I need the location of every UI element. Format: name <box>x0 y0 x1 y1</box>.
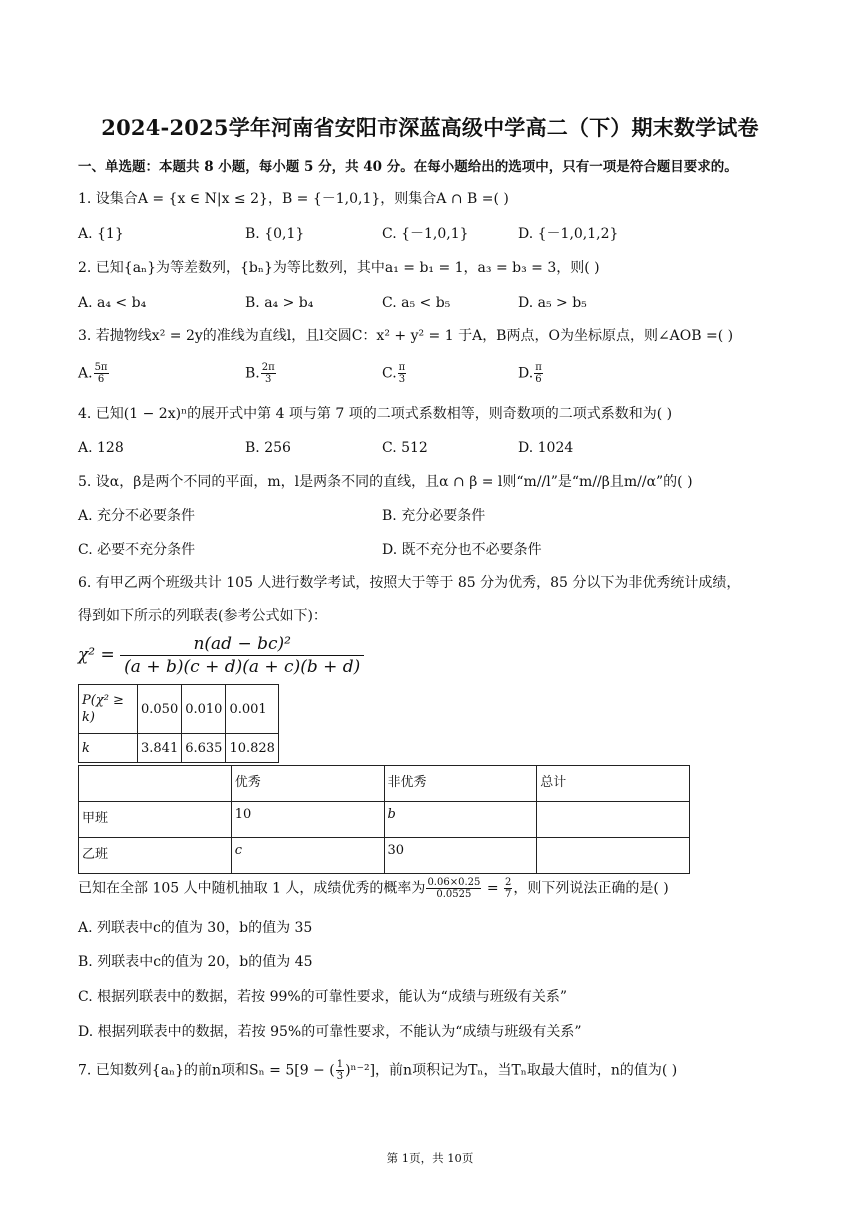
question-6-option-d: D. 根据列联表中的数据，若按 95%的可靠性要求，不能认为“成绩与班级有关系” <box>78 1024 582 1040</box>
page-footer: 第 1页，共 10页 <box>386 1151 474 1165</box>
table-cell: 10.828 <box>226 734 279 763</box>
question-2-option-c: C. a₅ < b₅ <box>382 295 451 311</box>
table-cell: 0.010 <box>182 685 226 734</box>
question-4-option-a: A. 128 <box>78 440 124 456</box>
fraction: $\frac{2\pi}{3}$ <box>261 362 275 385</box>
table-cell: c <box>231 838 384 874</box>
question-5-option-a: A. 充分不必要条件 <box>78 508 196 524</box>
question-6-stem-line-1: 6. 有甲乙两个班级共计 105 人进行数学考试，按照大于等于 85 分为优秀，85 分以下为非优秀统计成绩， <box>78 575 741 591</box>
table-cell: 甲班 <box>79 802 232 838</box>
critical-value-table <box>78 684 279 763</box>
question-3-option-a: A. $\frac{5\pi}{6}$ <box>78 362 108 385</box>
table-header-cell: 优秀 <box>231 766 384 802</box>
fraction: $\frac{2}{7}$ <box>505 877 512 900</box>
table-row <box>79 838 690 874</box>
question-5-stem: 5. 设α，β是两个不同的平面，m，l是两条不同的直线，且α ∩ β = l则“m//l”是“m//β且m//α”的( ) <box>78 474 693 490</box>
table-header-cell: 非优秀 <box>384 766 537 802</box>
fraction: $\frac{\pi}{3}$ <box>398 362 406 385</box>
question-1-option-a: A. {1} <box>78 226 124 242</box>
question-4-option-c: C. 512 <box>382 440 428 456</box>
question-5-option-b: B. 充分必要条件 <box>382 508 486 524</box>
section-heading: 一、单选题：本题共 8 小题，每小题 5 分，共 40 分。在每小题给出的选项中，只有一项是符合题目要求的。 <box>78 159 738 175</box>
table-cell: 3.841 <box>138 734 182 763</box>
question-2-stem: 2. 已知{aₙ}为等差数列，{bₙ}为等比数列，其中a₁ = b₁ = 1，a₃ = b₃ = 3，则( ) <box>78 260 600 276</box>
question-1-option-c: C. {－1,0,1} <box>382 226 469 242</box>
question-5-option-c: C. 必要不充分条件 <box>78 542 196 558</box>
table-cell: 10 <box>231 802 384 838</box>
question-4-stem: 4. 已知(1 − 2x)ⁿ的展开式中第 4 项与第 7 项的二项式系数相等，则奇数项的二项式系数和为( ) <box>78 406 673 422</box>
question-1-option-d: D. {－1,0,1,2} <box>518 226 619 242</box>
question-3-option-b: B. $\frac{2\pi}{3}$ <box>245 362 275 385</box>
question-7-stem: 7. 已知数列{aₙ}的前n项和Sₙ = 5[9 − ( $\frac{1}{3}$ )ⁿ⁻²]，前n项积记为Tₙ，当Tₙ取最大值时，n的值为( ) <box>78 1059 678 1082</box>
question-4-option-d: D. 1024 <box>518 440 574 456</box>
question-3-option-c: C. $\frac{\pi}{3}$ <box>382 362 406 385</box>
table-cell <box>537 838 690 874</box>
table-cell: 0.001 <box>226 685 279 734</box>
question-6-probability-statement: 已知在全部 105 人中随机抽取 1 人，成绩优秀的概率为 $\frac{0.06\times 0.25}{0.0525}$ = $\frac{2}{7}$ ，则下列说法正确的是( ) <box>78 877 669 900</box>
question-2-option-b: B. a₄ > b₄ <box>245 295 314 311</box>
question-6-option-b: B. 列联表中c的值为 20，b的值为 45 <box>78 954 313 970</box>
contingency-table <box>78 765 690 874</box>
question-2-option-d: D. a₅ > b₅ <box>518 295 587 311</box>
fraction: $\frac{5\pi}{6}$ <box>94 362 108 385</box>
table-row <box>79 802 690 838</box>
question-3-option-d: D. $\frac{\pi}{6}$ <box>518 362 542 385</box>
fraction: $\frac{0.06\times 0.25}{0.0525}$ <box>427 877 481 900</box>
table-cell: 30 <box>384 838 537 874</box>
question-1-option-b: B. {0,1} <box>245 226 305 242</box>
table-cell: 0.050 <box>138 685 182 734</box>
table-cell: 6.635 <box>182 734 226 763</box>
page-title: 2024-2025学年河南省安阳市深蓝高级中学高二（下）期末数学试卷 <box>101 115 759 140</box>
table-cell: 乙班 <box>79 838 232 874</box>
table-cell: P(χ² ≥ k) <box>79 685 138 734</box>
question-6-option-c: C. 根据列联表中的数据，若按 99%的可靠性要求，能认为“成绩与班级有关系” <box>78 989 567 1005</box>
table-header-cell: 总计 <box>537 766 690 802</box>
fraction: $\frac{1}{3}$ <box>336 1059 344 1082</box>
question-5-option-d: D. 既不充分也不必要条件 <box>382 542 542 558</box>
question-1-stem: 1. 设集合A = {x ∈ N|x ≤ 2}，B = {－1,0,1}，则集合A ∩ B =( ) <box>78 191 509 207</box>
question-4-option-b: B. 256 <box>245 440 291 456</box>
formula-fraction: $\frac{\text{n(ad − bc)²}}{(a + b)(c + d)(a + c)(b + d)}$ <box>120 634 364 677</box>
table-cell <box>537 802 690 838</box>
table-header-cell <box>79 766 232 802</box>
question-3-stem: 3. 若抛物线x² = 2y的准线为直线l，且l交圆C：x² + y² = 1 于A，B两点，O为坐标原点，则∠AOB =( ) <box>78 328 734 344</box>
question-6-stem-line-2: 得到如下所示的列联表(参考公式如下)： <box>78 608 327 624</box>
question-6-option-a: A. 列联表中c的值为 30，b的值为 35 <box>78 920 313 936</box>
table-cell: b <box>384 802 537 838</box>
question-2-option-a: A. a₄ < b₄ <box>78 295 147 311</box>
table-cell: k <box>79 734 138 763</box>
chi-square-formula: χ² = $\frac{\text{n(ad − bc)²}}{(a + b)(c + d)(a + c)(b + d)}$ <box>78 634 364 677</box>
fraction: $\frac{\pi}{6}$ <box>535 362 542 385</box>
